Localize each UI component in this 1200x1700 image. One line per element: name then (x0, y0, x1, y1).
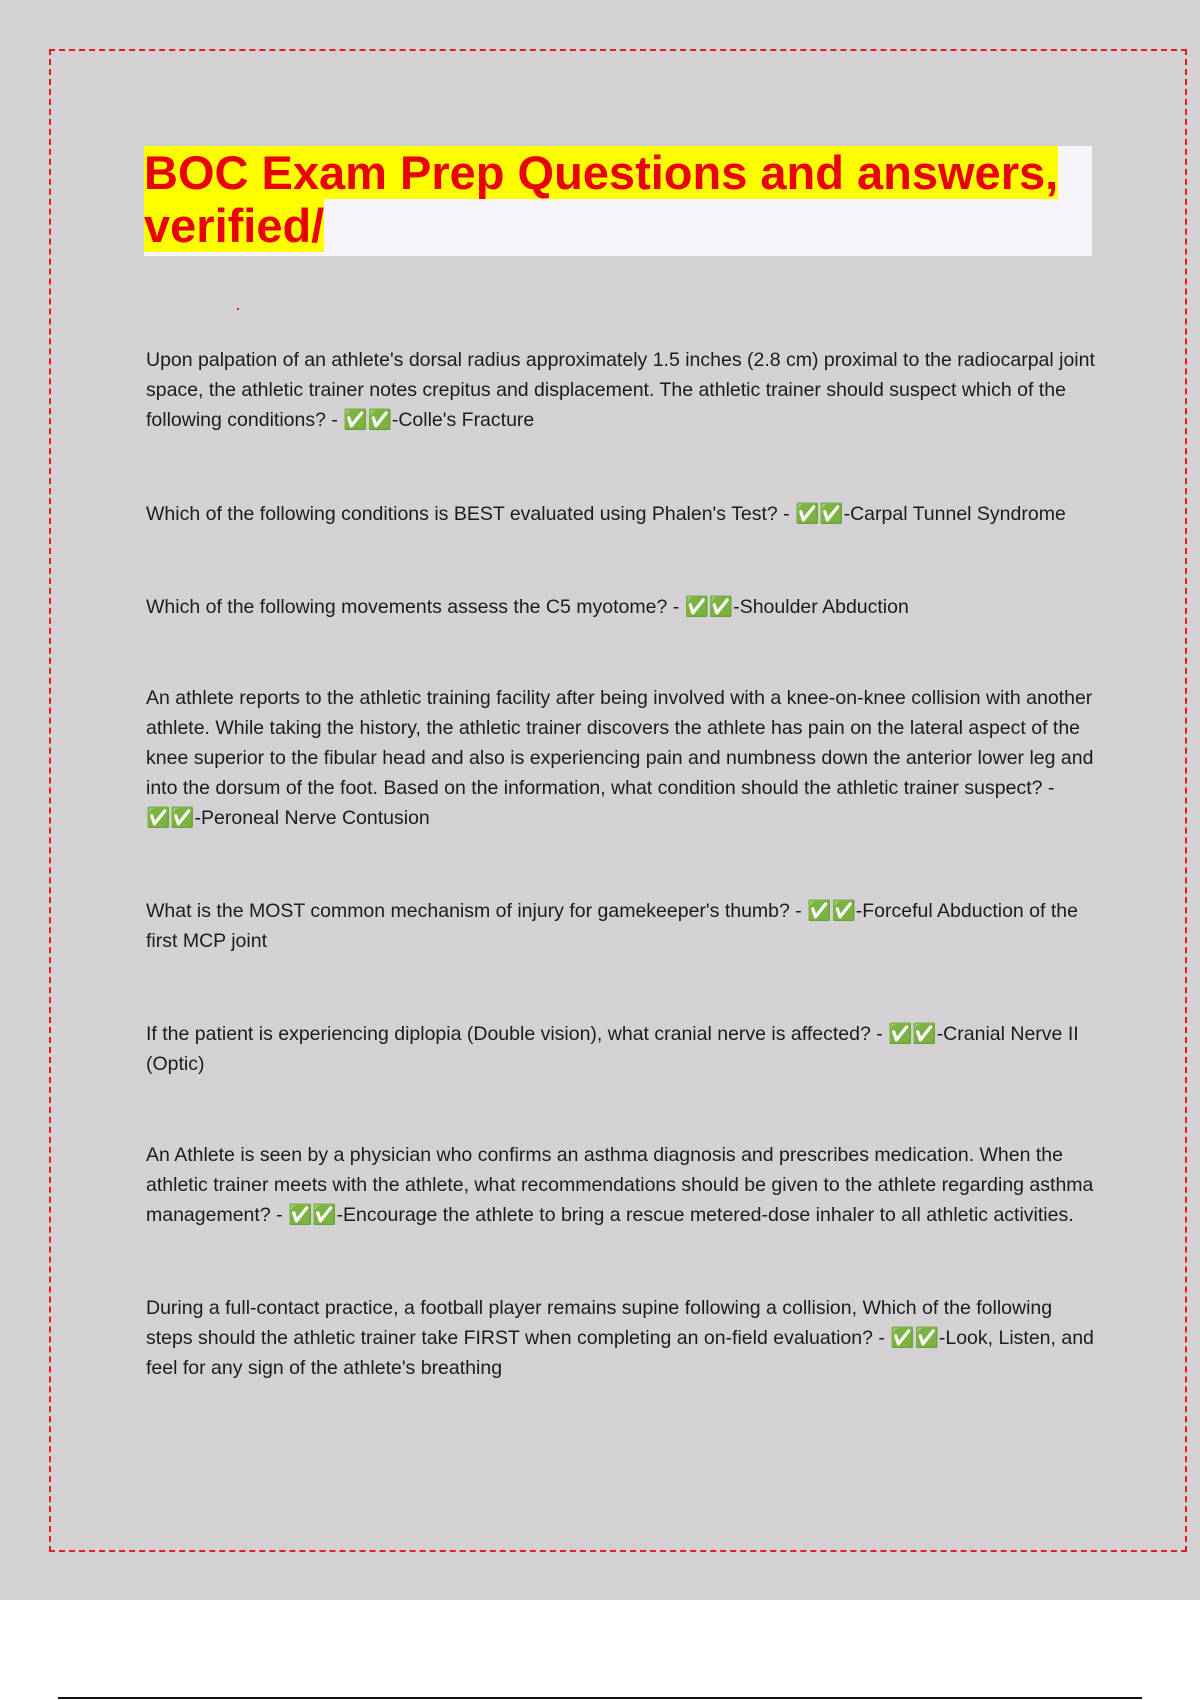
qa-item: If the patient is experiencing diplopia (Double vision), what cranial nerve is affected? - ✅✅-Cranial Nerve II (Optic) (146, 1023, 1079, 1075)
stray-mark (237, 308, 239, 310)
document-title-text: BOC Exam Prep Questions and answers, verified/ (144, 146, 1059, 252)
footer-rule (58, 1697, 1142, 1699)
qa-item: What is the MOST common mechanism of injury for gamekeeper's thumb? - ✅✅-Forceful Abduction of the first MCP joint (146, 900, 1078, 952)
document-title (144, 146, 1092, 252)
title-block (144, 146, 1092, 256)
qa-item: Upon palpation of an athlete's dorsal radius approximately 1.5 inches (2.8 cm) proximal to the radiocarpal joint space, the athletic trainer notes crepitus and displacement. The athletic trainer should suspect which of the following conditions? - ✅✅-Colle's Fracture (146, 349, 1095, 431)
qa-item: Which of the following conditions is BEST evaluated using Phalen's Test? - ✅✅-Carpal Tunnel Syndrome (146, 503, 1066, 525)
qa-list (146, 345, 1096, 1383)
qa-item: Which of the following movements assess the C5 myotome? - ✅✅-Shoulder Abduction (146, 596, 909, 618)
qa-item: An Athlete is seen by a physician who confirms an asthma diagnosis and prescribes medication. When the athletic trainer meets with the athlete, what recommendations should be given to the athlete regarding asthma management? - ✅✅-Encourage the athlete to bring a rescue metered-dose inhaler to all athletic activities. (146, 1144, 1094, 1226)
qa-item: An athlete reports to the athletic training facility after being involved with a knee-on-knee collision with another athlete. While taking the history, the athletic trainer discovers the athlete has pain on the lateral aspect of the knee superior to the fibular head and also is experiencing pain and numbness down the anterior lower leg and into the dorsum of the foot. Based on the information, what condition should the athletic trainer suspect? - ✅✅-Peroneal Nerve Contusion (146, 687, 1094, 829)
qa-item: During a full-contact practice, a football player remains supine following a collision, Which of the following steps should the athletic trainer take FIRST when completing an on-field evaluation? - ✅✅-Look, Listen, and feel for any sign of the athlete's breathing (146, 1297, 1094, 1379)
